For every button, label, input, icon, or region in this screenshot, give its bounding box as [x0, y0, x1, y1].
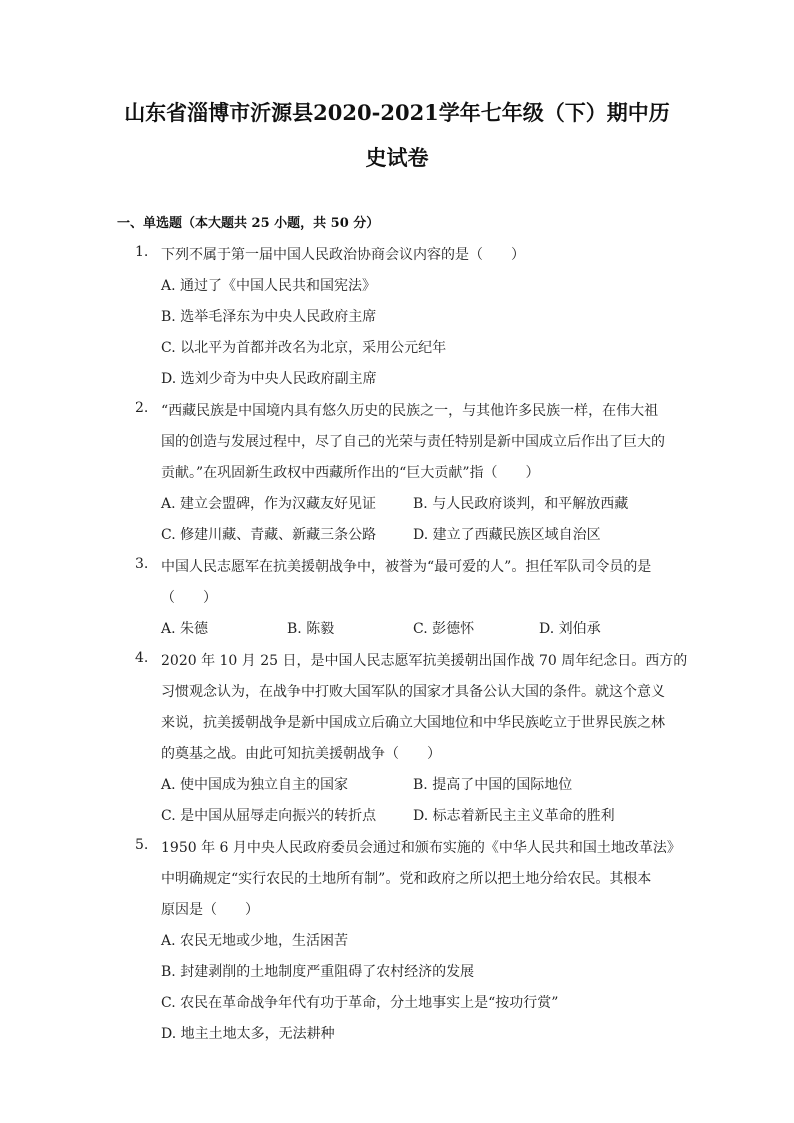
- question-stem-line: 原因是（ ）: [161, 902, 259, 918]
- option-a: A. 农民无地或少地，生活困苦: [161, 933, 349, 949]
- option-a: A. 朱德: [161, 621, 209, 637]
- option-c: C. 农民在革命战争年代有功于革命，分土地事实上是“按功行赏”: [161, 995, 559, 1011]
- option-b: B. 提高了中国的国际地位: [413, 777, 573, 793]
- option-d: D. 刘伯承: [539, 621, 601, 637]
- question-stem-line: 下列不属于第一届中国人民政治协商会议内容的是（ ）: [161, 247, 525, 263]
- question-stem-line: （ ）: [161, 590, 217, 606]
- option-c: C. 彭德怀: [413, 621, 475, 637]
- question-stem-line: 贡献。”在巩固新生政权中西藏所作出的“巨大贡献”指（ ）: [161, 465, 540, 481]
- question-stem-line: “西藏民族是中国境内具有悠久历史的民族之一，与其他许多民族一样，在伟大祖: [161, 403, 659, 419]
- option-d: D. 地主土地太多，无法耕种: [161, 1026, 335, 1042]
- question-stem-line: 中国人民志愿军在抗美援朝战争中，被誉为“最可爱的人”。担任军队司令员的是: [161, 559, 652, 575]
- option-a: A. 建立会盟碑，作为汉藏友好见证: [161, 496, 377, 512]
- option-d: D. 选刘少奇为中央人民政府副主席: [161, 371, 377, 387]
- option-c: C. 修建川藏、青藏、新藏三条公路: [161, 527, 377, 543]
- option-b: B. 与人民政府谈判，和平解放西藏: [413, 496, 629, 512]
- option-d: D. 标志着新民主主义革命的胜利: [413, 808, 615, 824]
- option-a: A. 通过了《中国人民共和国宪法》: [161, 278, 377, 294]
- exam-title-line-2: 史试卷: [365, 145, 429, 170]
- question-number: 1.: [135, 244, 149, 260]
- question-number: 2.: [135, 400, 149, 416]
- question-stem-line: 中明确规定“实行农民的土地所有制”。党和政府之所以把土地分给农民。其根本: [161, 871, 652, 887]
- question-stem-line: 国的创造与发展过程中，尽了自己的光荣与责任特别是新中国成立后作出了巨大的: [161, 434, 665, 450]
- question-number: 4.: [135, 650, 149, 666]
- option-c: C. 以北平为首都并改名为北京，采用公元纪年: [161, 340, 447, 356]
- question-number: 5.: [135, 837, 149, 853]
- question-number: 3.: [135, 556, 149, 572]
- option-a: A. 使中国成为独立自主的国家: [161, 777, 349, 793]
- section-header: 一、单选题（本大题共 25 小题，共 50 分）: [117, 216, 380, 231]
- option-b: B. 陈毅: [287, 621, 335, 637]
- option-b: B. 封建剥削的土地制度严重阻碍了农村经济的发展: [161, 964, 475, 980]
- question-stem-line: 来说，抗美援朝战争是新中国成立后确立大国地位和中华民族屹立于世界民族之林: [161, 715, 665, 731]
- option-d: D. 建立了西藏民族区域自治区: [413, 527, 601, 543]
- question-stem-line: 1950 年 6 月中央人民政府委员会通过和颁布实施的《中华人民共和国土地改革法》: [161, 840, 681, 856]
- question-stem-line: 的奠基之战。由此可知抗美援朝战争（ ）: [161, 746, 441, 762]
- exam-title-line-1: 山东省淄博市沂源县2020-2021学年七年级（下）期中历: [124, 100, 670, 125]
- question-stem-line: 习惯观念认为，在战争中打败大国军队的国家才具备公认大国的条件。就这个意义: [161, 684, 665, 700]
- option-b: B. 选举毛泽东为中央人民政府主席: [161, 309, 377, 325]
- question-stem-line: 2020 年 10 月 25 日，是中国人民志愿军抗美援朝出国作战 70 周年纪念日。西方的: [161, 653, 688, 669]
- option-c: C. 是中国从屈辱走向振兴的转折点: [161, 808, 377, 824]
